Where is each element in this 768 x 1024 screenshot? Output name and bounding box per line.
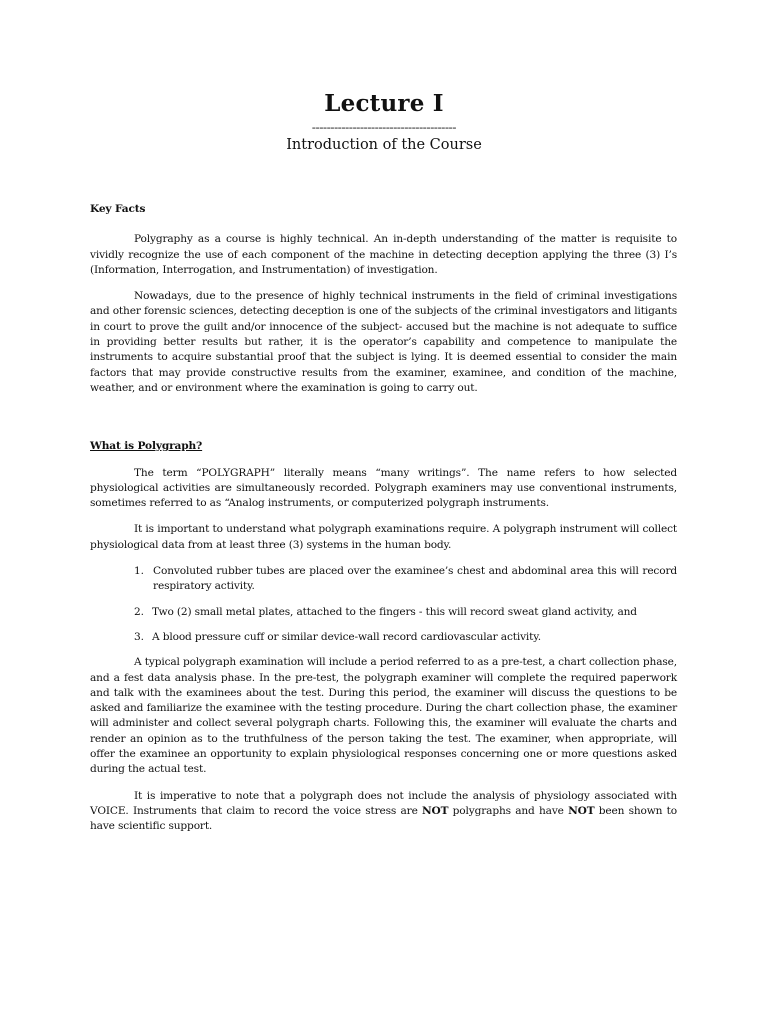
polygraph-requirements-paragraph: It is important to understand what polygraph examinations require. A polygraph instrument will collect physiological data from at least three (3) systems in the human body. — [90, 523, 677, 551]
list-item — [90, 605, 677, 620]
voice-note-paragraph — [90, 789, 677, 835]
list-item-text: A blood pressure cuff or similar device-wall record cardiovascular activity. — [152, 630, 541, 643]
list-item-number: 3. — [134, 630, 144, 643]
voice-note-emphasis-2: NOT — [568, 804, 595, 817]
voice-note-text-2: polygraphs and have — [448, 804, 569, 817]
key-facts-paragraph-2: Nowadays, due to the presence of highly technical instruments in the field of criminal investigations and other forensic sciences, detecting deception is one of the subjects of the criminal investigators and litigants in court to prove the guilt and/or innocence of the subject- accused but the machine is not adequate to suffice in providing better results but rather, it is the operator’s capability and competence to manipulate the instruments to acquire substantial proof that the subject is lying. It is deemed essential to consider the main factors that may provide constructive results from the examiner, examinee, and condition of the machine, weather, and or environment where the examination is going to carry out. — [90, 290, 677, 394]
lecture-title: Lecture I — [324, 90, 444, 117]
voice-note-text-1: It is imperative to note that a polygraph does not include the analysis of physiology associated with VOICE. Instruments that claim to record the voice stress are — [90, 789, 677, 817]
key-facts-heading: Key Facts — [90, 203, 146, 215]
section-spacer — [90, 407, 677, 439]
examination-phases-paragraph: A typical polygraph examination will include a period referred to as a pre-test, a chart collection phase, and a fest data analysis phase. In the pre-test, the polygraph examiner will complete the required paperwork and talk with the examinees about the test. During this period, the examiner will discuss the questions to be asked and familiarize the examinee with the testing procedure. During the chart collection phase, the examiner will administer and collect several polygraph charts. Following this, the examiner will evaluate the charts and render an opinion as to the truthfulness of the person taking the test. The examiner, when appropriate, will offer the examinee an opportunity to explain physiological responses concerning one or more questions asked during the actual test. — [90, 656, 677, 776]
polygraph-definition-paragraph: The term “POLYGRAPH” literally means “many writings”. The name refers to how selected physiological activities are simultaneously recorded. Polygraph examiners may use conventional instruments, sometimes referred to as “Analog instruments, or computerized polygraph instruments. — [90, 466, 677, 510]
list-item-text: Two (2) small metal plates, attached to the fingers - this will record sweat gland activity, and — [152, 605, 637, 618]
title-divider: --------------------------------------- — [311, 120, 457, 134]
physiological-systems-list — [90, 564, 677, 645]
list-item-text: Convoluted rubber tubes are placed over the examinee’s chest and abdominal area this will record respiratory activity. — [153, 565, 677, 593]
lecture-subtitle: Introduction of the Course — [286, 137, 482, 153]
list-item-number: 2. — [134, 605, 144, 618]
list-item — [90, 564, 677, 595]
list-item-number: 1. — [134, 565, 144, 578]
voice-note-emphasis-1: NOT — [422, 804, 449, 817]
what-is-polygraph-heading: What is Polygraph? — [90, 440, 203, 453]
voice-note-text-3: been shown to have scientific support. — [90, 804, 677, 833]
key-facts-paragraph-1: Polygraphy as a course is highly technical. An in-depth understanding of the matter is requisite to vividly recognize the use of each component of the machine in detecting deception applying the three (3) I’s (Information, Interrogation, and Instrumentation) of investigation. — [90, 233, 677, 276]
document-body — [90, 202, 677, 846]
list-item — [90, 630, 677, 645]
